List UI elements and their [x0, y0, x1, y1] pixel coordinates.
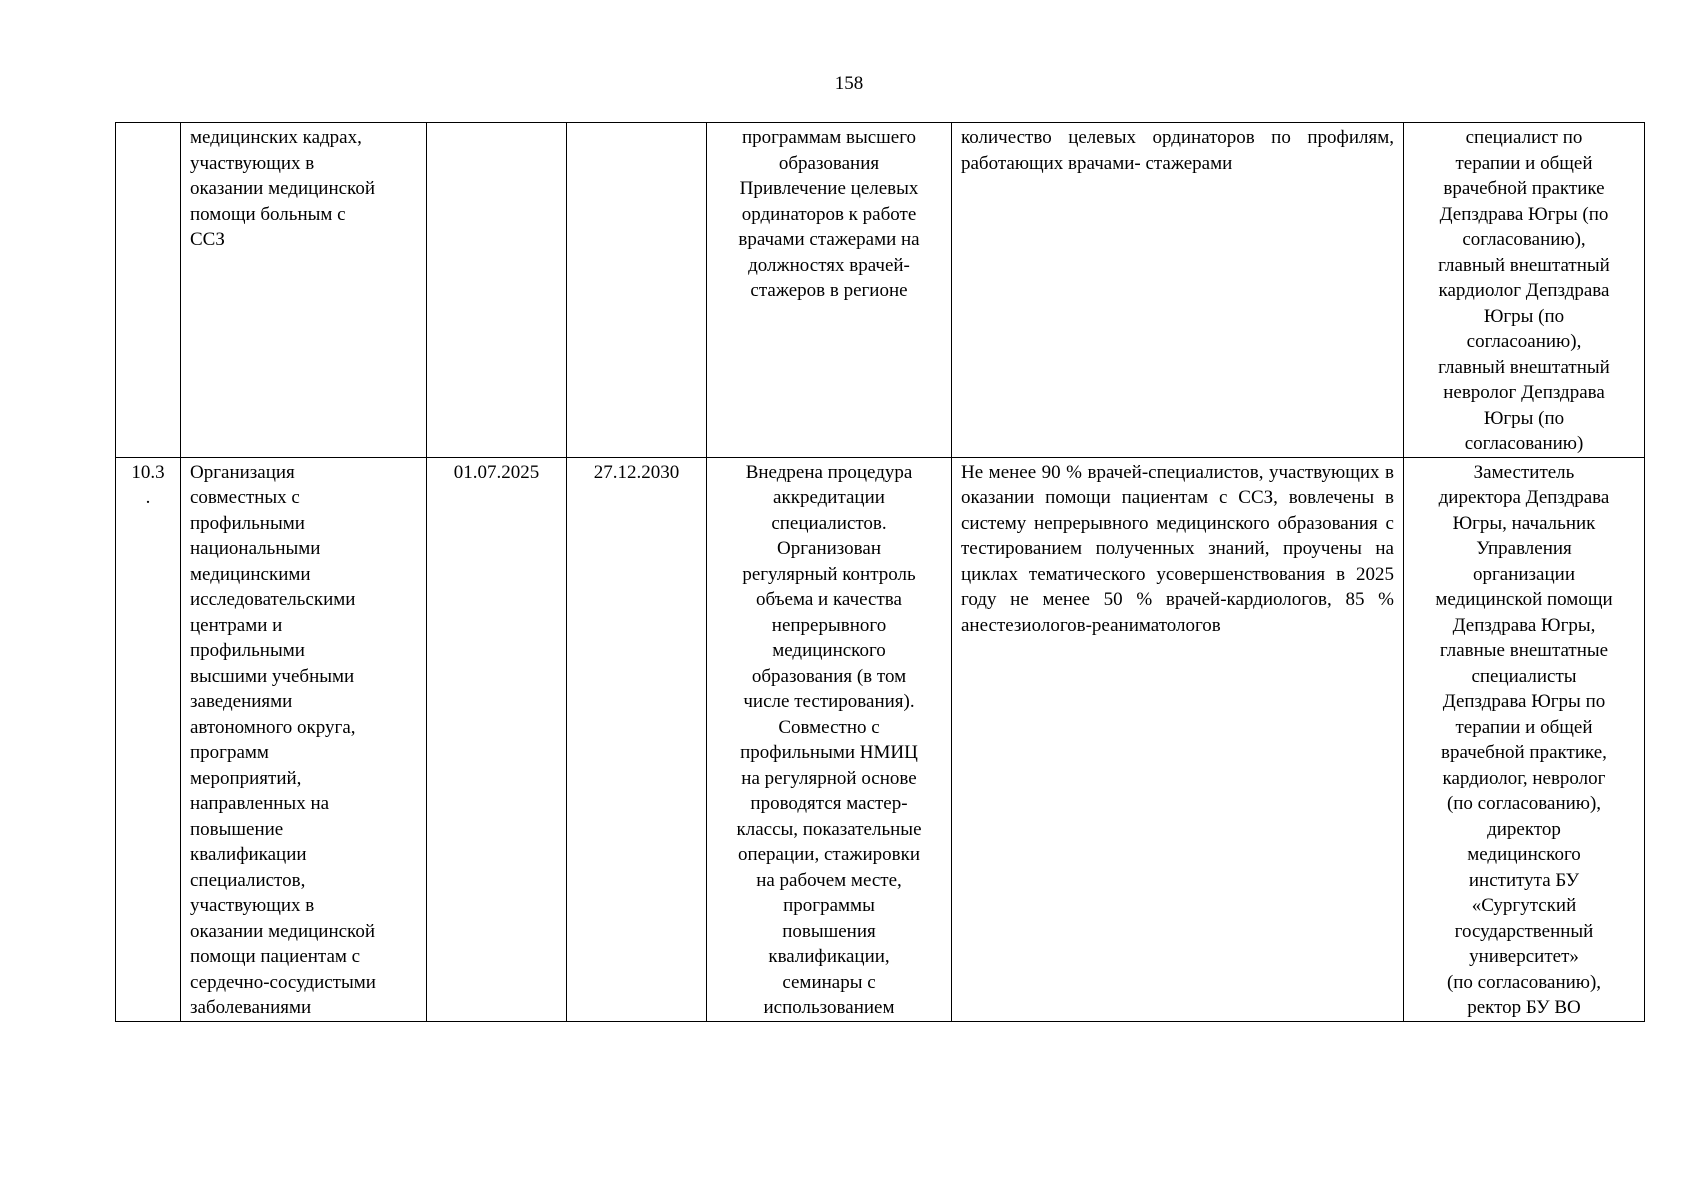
- responsible-line: «Сургутский: [1471, 895, 1577, 916]
- number-line: 10.3: [131, 461, 165, 483]
- cell-event: [181, 457, 427, 1021]
- event-line: заведениями: [190, 691, 293, 712]
- responsible-line: терапии и общей: [1455, 716, 1593, 738]
- cell-end-date: 27.12.2030: [567, 457, 707, 1021]
- result-line: Организован: [777, 538, 881, 559]
- responsible-line: главные внештатные: [1439, 640, 1609, 661]
- result-line: проводятся мастер-: [750, 793, 908, 814]
- result-line: на рабочем месте,: [756, 869, 902, 891]
- event-line: сердечно-сосудистыми: [190, 971, 376, 993]
- responsible-line: Югры (по: [1483, 305, 1565, 327]
- cell-end-date: [567, 123, 707, 458]
- event-line: ССЗ: [190, 229, 225, 250]
- result-line: числе тестирования).: [743, 691, 915, 712]
- responsible-line: врачебной практике,: [1441, 742, 1607, 763]
- event-line: оказании медицинской: [190, 178, 375, 199]
- responsible-line: университет»: [1469, 946, 1579, 967]
- result-line: программы: [783, 895, 875, 916]
- responsible-line: специалист по: [1465, 127, 1583, 148]
- result-line: программам высшего: [741, 127, 917, 148]
- cell-number: [116, 123, 181, 458]
- result-line: Совместно с: [778, 716, 880, 738]
- event-line: профильными: [190, 512, 305, 534]
- event-line: заболеваниями: [190, 997, 312, 1018]
- cell-event: [181, 123, 427, 458]
- responsible-line: ректор БУ ВО: [1467, 997, 1581, 1018]
- responsible-line: Югры, начальник: [1452, 512, 1596, 534]
- responsible-line: института БУ: [1468, 869, 1580, 891]
- cell-result: [707, 123, 952, 458]
- result-line: операции, стажировки: [737, 844, 921, 865]
- event-line: профильными: [190, 640, 305, 661]
- result-line: использованием: [763, 997, 895, 1018]
- result-line: повышения: [782, 920, 876, 942]
- event-line: повышение: [190, 818, 284, 840]
- responsible-line: Заместитель: [1473, 461, 1575, 483]
- event-line: участвующих в: [190, 895, 315, 916]
- table-row: [116, 457, 1645, 1021]
- result-line: Привлечение целевых: [739, 178, 919, 199]
- result-line: врачами стажерами на: [738, 229, 920, 250]
- page-number: 158: [834, 73, 864, 94]
- responsible-line: невролог Депздрава: [1443, 382, 1605, 403]
- responsible-line: согласоанию),: [1466, 331, 1582, 352]
- event-line: программ: [190, 742, 269, 763]
- event-line: мероприятий,: [190, 767, 302, 789]
- result-line: семинары с: [782, 971, 876, 993]
- result-line: объема и качества: [756, 589, 902, 610]
- event-line: оказании медицинской: [190, 920, 375, 942]
- result-line: ординаторов к работе: [741, 203, 917, 225]
- responsible-line: терапии и общей: [1455, 152, 1593, 174]
- cell-responsible: [1404, 123, 1645, 458]
- cell-responsible: [1404, 457, 1645, 1021]
- event-line: высшими учебными: [190, 665, 355, 687]
- responsible-line: Депздрава Югры,: [1452, 614, 1596, 636]
- responsible-line: (по согласованию),: [1446, 971, 1602, 993]
- responsible-line: специалисты: [1471, 665, 1577, 687]
- result-line: классы, показательные: [736, 818, 922, 840]
- responsible-line: кардиолог, невролог: [1442, 767, 1606, 789]
- event-line: специалистов,: [190, 869, 306, 891]
- result-line: непрерывного: [771, 614, 887, 636]
- table-row: [116, 123, 1645, 458]
- result-line: Внедрена процедура: [745, 461, 913, 483]
- event-line: медицинскими: [190, 563, 311, 585]
- responsible-line: Югры (по: [1483, 407, 1565, 429]
- cell-start-date: 01.07.2025: [427, 457, 567, 1021]
- event-line: направленных на: [190, 793, 330, 814]
- responsible-line: организации: [1472, 563, 1575, 585]
- responsible-line: (по согласованию),: [1446, 793, 1602, 814]
- cell-indicator: количество целевых ординаторов по профилям, работающих врачами- стажерами: [952, 123, 1404, 458]
- event-line: квалификации: [190, 844, 307, 865]
- result-line: образования (в том: [751, 665, 907, 687]
- responsible-line: кардиолог Депздрава: [1438, 280, 1610, 301]
- responsible-line: согласованию): [1464, 433, 1584, 454]
- result-line: на регулярной основе: [741, 767, 917, 789]
- responsible-line: главный внештатный: [1438, 356, 1610, 378]
- result-line: должностях врачей-: [748, 254, 910, 276]
- result-line: стажеров в регионе: [750, 280, 908, 301]
- responsible-line: главный внештатный: [1438, 254, 1610, 276]
- event-line: Организация: [190, 461, 295, 483]
- event-line: национальными: [190, 538, 321, 559]
- responsible-line: медицинской помощи: [1435, 589, 1613, 610]
- event-line: центрами и: [190, 614, 283, 636]
- responsible-line: директор: [1487, 818, 1561, 840]
- cell-start-date: [427, 123, 567, 458]
- event-line: исследовательскими: [190, 589, 356, 610]
- cell-number: [116, 457, 181, 1021]
- document-table: [115, 122, 1645, 1022]
- responsible-line: врачебной практике: [1443, 178, 1605, 199]
- responsible-line: Управления: [1476, 538, 1572, 559]
- result-line: профильными НМИЦ: [740, 742, 918, 763]
- event-line: участвующих в: [190, 152, 315, 174]
- cell-indicator: Не менее 90 % врачей-специалистов, участвующих в оказании помощи пациентам с ССЗ, вовлечены в систему непрерывного медицинского образования с тестированием полученных знаний, проучены на циклах тематического усовершенствования в 2025 году не менее 50 % врачей-кардиологов, 85 % анестезиологов-реаниматологов: [952, 457, 1404, 1021]
- responsible-line: медицинского: [1467, 844, 1581, 865]
- responsible-line: Депздрава Югры по: [1442, 691, 1606, 712]
- result-line: регулярный контроль: [742, 563, 916, 585]
- responsible-line: директора Депздрава: [1438, 487, 1610, 508]
- event-line: помощи больным с: [190, 203, 346, 225]
- result-line: аккредитации: [773, 487, 885, 508]
- responsible-line: государственный: [1454, 920, 1594, 942]
- event-line: совместных с: [190, 487, 300, 508]
- result-line: образования: [778, 152, 880, 174]
- result-line: медицинского: [772, 640, 886, 661]
- responsible-line: согласованию),: [1462, 229, 1586, 250]
- event-line: медицинских кадрах,: [190, 127, 362, 148]
- event-line: помощи пациентам с: [190, 946, 361, 967]
- event-line: автономного округа,: [190, 716, 356, 738]
- result-line: квалификации,: [768, 946, 890, 967]
- responsible-line: Депздрава Югры (по: [1439, 203, 1609, 225]
- result-line: специалистов.: [771, 512, 887, 534]
- cell-result: [707, 457, 952, 1021]
- number-line: .: [145, 487, 151, 508]
